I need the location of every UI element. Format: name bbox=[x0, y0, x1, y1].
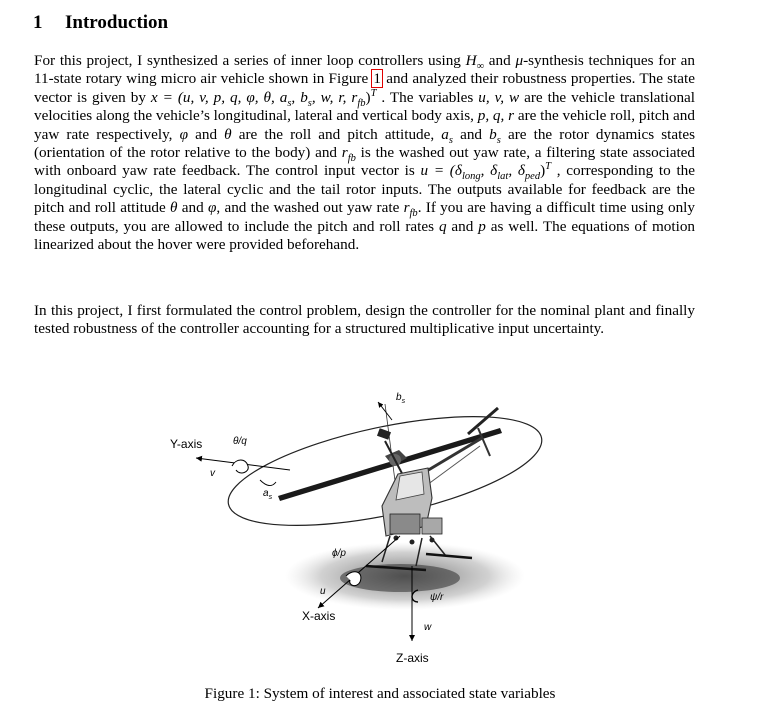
mount-dot-2 bbox=[410, 540, 415, 545]
y-axis-label: Y-axis bbox=[170, 437, 203, 451]
battery-pack bbox=[390, 514, 420, 534]
u-label: u bbox=[320, 586, 326, 597]
caption-label: Figure 1: bbox=[204, 685, 260, 702]
paragraph-intro: For this project, I synthesized a series of inner loop controllers using $H_\infty$ and μ-synthesis techniques for an 11-state rotary wing micro air vehicle shown in Figure 1 and analyzed their robustness properties. The state vector is given by x = (u, v, p, q, φ, θ, $a_s$, $b_s$, w, r, $r_{fb})^T$ . The variables u, v, w are the vehicle translational velocities along the vehicle’s longitudinal, lateral and vertical body axis, p, q, r are the vehicle roll, pitch and yaw rate respectively, φ and θ are the roll and pitch attitude, $a_s$ and $b_s$ are the rotor dynamics states (orientation of the rotor relative to the body) and $r_{fb}$ is the washed out yaw rate, a filtering state associated with onboard yaw rate feedback. The control input vector is $u = (\delta_{long}$, $\delta_{lat}$, $\delta_{ped})^T$ , corresponding to the longitudinal cyclic, the lateral cyclic and the tail rotor inputs. The outputs available for feedback are the pitch and roll attitude θ and φ, and the washed out yaw rate $r_{fb}$. If you are having a difficult time using only these outputs, you are allowed to include the pitch and roll rates q and p as well. The equations of motion linearized about the hover were provided beforehand. bbox=[34, 52, 696, 254]
x-axis-label: X-axis bbox=[302, 609, 336, 623]
figure-caption bbox=[0, 685, 760, 703]
psi-r-label: ψ/r bbox=[430, 592, 444, 603]
section-title: Introduction bbox=[65, 12, 169, 33]
w-label: w bbox=[424, 622, 432, 633]
caption-text: System of interest and associated state variables bbox=[263, 685, 556, 702]
v-label: v bbox=[210, 468, 215, 479]
flybar-paddle-a bbox=[377, 428, 391, 440]
section-number: 1 bbox=[33, 12, 43, 33]
figure-reference-link[interactable]: 1 bbox=[373, 70, 382, 88]
as-arc bbox=[260, 480, 276, 486]
section-heading bbox=[33, 12, 168, 34]
theta-q-label: θ/q bbox=[233, 436, 247, 447]
electronics-box bbox=[422, 518, 442, 534]
as-label: $a_s$ bbox=[263, 488, 273, 501]
helicopter-figure bbox=[160, 386, 580, 676]
z-axis-label: Z-axis bbox=[396, 651, 429, 665]
theta-q-rotation-icon bbox=[232, 460, 248, 473]
phi-p-label: ϕ/p bbox=[332, 548, 346, 559]
bs-label: $b_s$ bbox=[396, 392, 406, 405]
paragraph-approach: In this project, I first formulated the control problem, design the controller for the nominal plant and finally tested robustness of the controller accounting for a structured multiplicative input uncertainty. bbox=[34, 302, 695, 338]
